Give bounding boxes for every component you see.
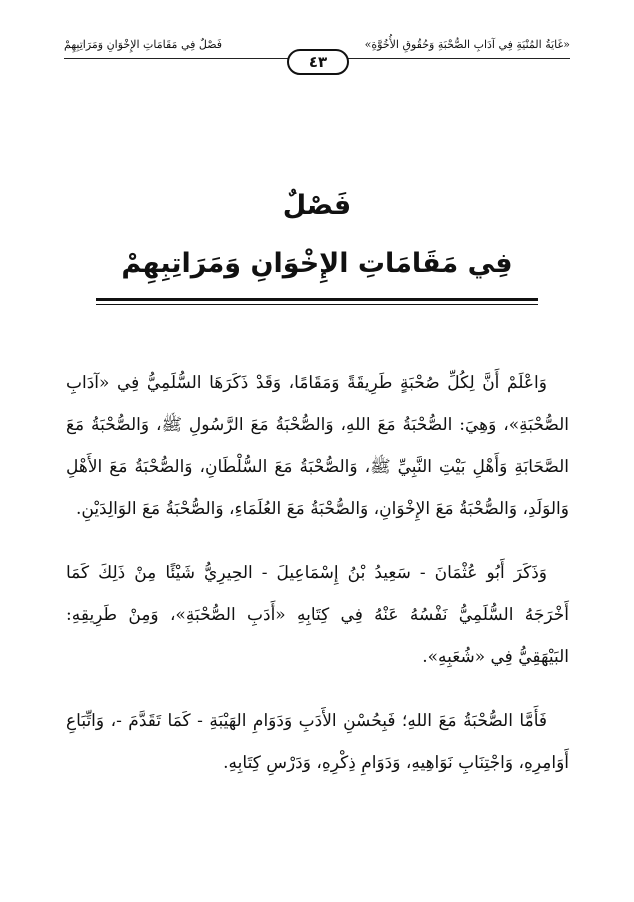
header-book-title: «غَايَةُ المُنْيَةِ فِي آدَابِ الصُّحْبَةِ وَحُقُوقِ الأُخُوَّةِ» (364, 38, 570, 51)
page-number: ٤٣ (287, 49, 349, 75)
header-section-title: فَصْلٌ فِي مَقَامَاتِ الإِخْوَانِ وَمَرَاتِبِهِمْ (64, 38, 222, 51)
paragraph: وَاعْلَمْ أَنَّ لِكُلِّ صُحْبَةٍ طَرِيقَةً وَمَقَامًا، وَقَدْ ذَكَرَهَا السُّلَمِيُّ فِي «آدَابِ الصُّحْبَةِ»، وَهِيَ: الصُّحْبَةُ مَعَ اللهِ، وَالصُّحْبَةُ مَعَ الرَّسُولِ ﷺ، وَالصُّحْبَةُ مَعَ الصَّحَابَةِ وَأَهْلِ بَيْتِ النَّبِيِّ ﷺ، وَالصُّحْبَةُ مَعَ السُّلْطَانِ، وَالصُّحْبَةُ مَعَ الأَهْلِ وَالوَلَدِ، وَالصُّحْبَةُ مَعَ الإِخْوَانِ، وَالصُّحْبَةُ مَعَ العُلَمَاءِ، وَالصُّحْبَةُ مَعَ الوَالِدَيْنِ. (66, 373, 569, 519)
paragraph: فَأَمَّا الصُّحْبَةُ مَعَ اللهِ؛ فَبِحُسْنِ الأَدَبِ وَدَوَامِ الهَيْبَةِ - كَمَا تَقَدَّمَ -، وَاتِّبَاعِ أَوَامِرِهِ، وَاجْتِنَابِ نَوَاهِيهِ، وَدَوَامِ ذِكْرِهِ، وَدَرْسِ كِتَابِهِ. (66, 711, 569, 773)
title-divider-thick (96, 298, 538, 301)
chapter-title: فَصْلٌ (282, 190, 352, 221)
chapter-subtitle: فِي مَقَامَاتِ الإِخْوَانِ وَمَرَاتِبِهِمْ (121, 248, 513, 279)
title-divider-thin (96, 304, 538, 305)
paragraph: وَذَكَرَ أَبُو عُثْمَانَ - سَعِيدُ بْنُ إِسْمَاعِيلَ - الحِيرِيُّ شَيْئًا مِنْ ذَلِكَ كَمَا أَخْرَجَهُ السُّلَمِيُّ نَفْسُهُ عَنْهُ فِي كِتَابِهِ «أَدَبِ الصُّحْبَةِ»، وَمِنْ طَرِيقِهِ: البَيْهَقِيُّ فِي «شُعَبِهِ». (66, 563, 569, 667)
body-text (66, 362, 569, 806)
